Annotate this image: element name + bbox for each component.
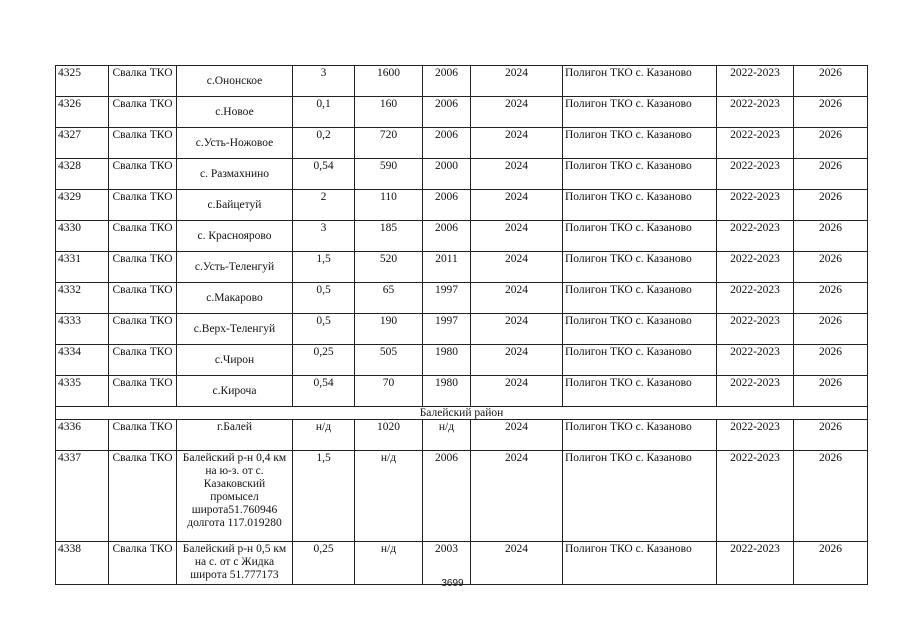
destination-cell: Полигон ТКО с. Казаново (563, 190, 717, 221)
waste-type-cell: Свалка ТКО (109, 420, 177, 451)
volume-cell: 1600 (355, 66, 423, 97)
destination-cell: Полигон ТКО с. Казаново (563, 345, 717, 376)
start-year-cell: 1997 (423, 283, 471, 314)
volume-cell: 185 (355, 221, 423, 252)
end-date-cell: 2026 (794, 128, 868, 159)
period-cell: 2022-2023 (717, 252, 794, 283)
period-cell: 2022-2023 (717, 345, 794, 376)
area-cell: 0,25 (293, 542, 355, 585)
location-cell: Балейский р-н 0,5 км на с. от с Жидка широта 51.777173 (177, 542, 293, 585)
volume-cell: 160 (355, 97, 423, 128)
location-cell: с.Ононское (177, 66, 293, 97)
landfill-register-table (55, 65, 868, 585)
destination-cell: Полигон ТКО с. Казаново (563, 159, 717, 190)
end-date-cell: 2026 (794, 420, 868, 451)
row-number-cell: 4332 (56, 283, 109, 314)
start-year-cell: 2006 (423, 190, 471, 221)
table-row (56, 314, 868, 345)
area-cell: 0,54 (293, 376, 355, 407)
area-cell: 2 (293, 190, 355, 221)
table-row (56, 128, 868, 159)
volume-cell: н/д (355, 542, 423, 585)
liquidation-year-cell: 2024 (471, 97, 563, 128)
liquidation-year-cell: 2024 (471, 283, 563, 314)
row-number-cell: 4326 (56, 97, 109, 128)
location-cell: г.Балей (177, 420, 293, 451)
destination-cell: Полигон ТКО с. Казаново (563, 420, 717, 451)
start-year-cell: 1997 (423, 314, 471, 345)
period-cell: 2022-2023 (717, 221, 794, 252)
area-cell: 3 (293, 66, 355, 97)
start-year-cell: 2006 (423, 128, 471, 159)
waste-type-cell: Свалка ТКО (109, 345, 177, 376)
start-year-cell: 2011 (423, 252, 471, 283)
volume-cell: 110 (355, 190, 423, 221)
waste-type-cell: Свалка ТКО (109, 451, 177, 542)
waste-type-cell: Свалка ТКО (109, 542, 177, 585)
waste-type-cell: Свалка ТКО (109, 376, 177, 407)
location-cell: с.Чирон (177, 345, 293, 376)
destination-cell: Полигон ТКО с. Казаново (563, 252, 717, 283)
end-date-cell: 2026 (794, 221, 868, 252)
start-year-cell: 2000 (423, 159, 471, 190)
liquidation-year-cell: 2024 (471, 252, 563, 283)
liquidation-year-cell: 2024 (471, 542, 563, 585)
volume-cell: 1020 (355, 420, 423, 451)
table-row (56, 345, 868, 376)
table-row (56, 159, 868, 190)
volume-cell: 65 (355, 283, 423, 314)
end-date-cell: 2026 (794, 252, 868, 283)
row-number-cell: 4330 (56, 221, 109, 252)
volume-cell: 190 (355, 314, 423, 345)
liquidation-year-cell: 2024 (471, 190, 563, 221)
start-year-cell: 2006 (423, 221, 471, 252)
area-cell: 0,5 (293, 314, 355, 345)
waste-type-cell: Свалка ТКО (109, 252, 177, 283)
row-number-cell: 4335 (56, 376, 109, 407)
row-number-cell: 4325 (56, 66, 109, 97)
location-cell: с.Верх-Теленгуй (177, 314, 293, 345)
location-cell: с.Усть-Теленгуй (177, 252, 293, 283)
table-row (56, 221, 868, 252)
destination-cell: Полигон ТКО с. Казаново (563, 376, 717, 407)
liquidation-year-cell: 2024 (471, 128, 563, 159)
waste-type-cell: Свалка ТКО (109, 159, 177, 190)
location-cell: Балейский р-н 0,4 км на ю-з. от с. Казаковский промысел широта51.760946 долгота 117.019280 (177, 451, 293, 542)
destination-cell: Полигон ТКО с. Казаново (563, 451, 717, 542)
start-year-cell: 2006 (423, 451, 471, 542)
end-date-cell: 2026 (794, 451, 868, 542)
area-cell: 0,54 (293, 159, 355, 190)
row-number-cell: 4334 (56, 345, 109, 376)
destination-cell: Полигон ТКО с. Казаново (563, 283, 717, 314)
period-cell: 2022-2023 (717, 283, 794, 314)
table-row (56, 190, 868, 221)
location-cell: с. Красноярово (177, 221, 293, 252)
start-year-cell: 2006 (423, 66, 471, 97)
start-year-cell: 1980 (423, 376, 471, 407)
end-date-cell: 2026 (794, 97, 868, 128)
period-cell: 2022-2023 (717, 66, 794, 97)
table-body (56, 66, 868, 585)
destination-cell: Полигон ТКО с. Казаново (563, 542, 717, 585)
row-number-cell: 4327 (56, 128, 109, 159)
destination-cell: Полигон ТКО с. Казаново (563, 66, 717, 97)
location-cell: с.Новое (177, 97, 293, 128)
start-year-cell: 2003 (423, 542, 471, 585)
row-number-cell: 4328 (56, 159, 109, 190)
waste-type-cell: Свалка ТКО (109, 128, 177, 159)
page-number: 3699 (441, 578, 464, 589)
liquidation-year-cell: 2024 (471, 221, 563, 252)
location-cell: с.Макарово (177, 283, 293, 314)
table-row (56, 252, 868, 283)
waste-type-cell: Свалка ТКО (109, 66, 177, 97)
liquidation-year-cell: 2024 (471, 420, 563, 451)
period-cell: 2022-2023 (717, 159, 794, 190)
period-cell: 2022-2023 (717, 420, 794, 451)
volume-cell: 590 (355, 159, 423, 190)
volume-cell: 720 (355, 128, 423, 159)
start-year-cell: 1980 (423, 345, 471, 376)
liquidation-year-cell: 2024 (471, 451, 563, 542)
volume-cell: н/д (355, 451, 423, 542)
area-cell: 0,25 (293, 345, 355, 376)
period-cell: 2022-2023 (717, 190, 794, 221)
end-date-cell: 2026 (794, 376, 868, 407)
row-number-cell: 4338 (56, 542, 109, 585)
location-cell: с.Усть-Ножовое (177, 128, 293, 159)
area-cell: 0,1 (293, 97, 355, 128)
area-cell: 1,5 (293, 252, 355, 283)
volume-cell: 505 (355, 345, 423, 376)
end-date-cell: 2026 (794, 159, 868, 190)
area-cell: 0,2 (293, 128, 355, 159)
period-cell: 2022-2023 (717, 97, 794, 128)
section-row (56, 407, 868, 420)
destination-cell: Полигон ТКО с. Казаново (563, 97, 717, 128)
period-cell: 2022-2023 (717, 376, 794, 407)
waste-type-cell: Свалка ТКО (109, 314, 177, 345)
volume-cell: 70 (355, 376, 423, 407)
waste-type-cell: Свалка ТКО (109, 283, 177, 314)
location-cell: с.Кироча (177, 376, 293, 407)
table-row (56, 376, 868, 407)
location-cell: с. Размахнино (177, 159, 293, 190)
row-number-cell: 4337 (56, 451, 109, 542)
start-year-cell: 2006 (423, 97, 471, 128)
destination-cell: Полигон ТКО с. Казаново (563, 314, 717, 345)
period-cell: 2022-2023 (717, 542, 794, 585)
table-row (56, 66, 868, 97)
end-date-cell: 2026 (794, 190, 868, 221)
volume-cell: 520 (355, 252, 423, 283)
section-title: Балейский район (56, 407, 868, 420)
row-number-cell: 4333 (56, 314, 109, 345)
destination-cell: Полигон ТКО с. Казаново (563, 128, 717, 159)
end-date-cell: 2026 (794, 66, 868, 97)
destination-cell: Полигон ТКО с. Казаново (563, 221, 717, 252)
waste-type-cell: Свалка ТКО (109, 190, 177, 221)
table-row (56, 420, 868, 451)
end-date-cell: 2026 (794, 314, 868, 345)
area-cell: 3 (293, 221, 355, 252)
location-cell: с.Байцетуй (177, 190, 293, 221)
period-cell: 2022-2023 (717, 451, 794, 542)
table-row (56, 451, 868, 542)
row-number-cell: 4329 (56, 190, 109, 221)
liquidation-year-cell: 2024 (471, 345, 563, 376)
row-number-cell: 4336 (56, 420, 109, 451)
table-row (56, 283, 868, 314)
start-year-cell: н/д (423, 420, 471, 451)
area-cell: 1,5 (293, 451, 355, 542)
liquidation-year-cell: 2024 (471, 66, 563, 97)
table-row (56, 97, 868, 128)
area-cell: н/д (293, 420, 355, 451)
liquidation-year-cell: 2024 (471, 376, 563, 407)
period-cell: 2022-2023 (717, 128, 794, 159)
liquidation-year-cell: 2024 (471, 314, 563, 345)
waste-type-cell: Свалка ТКО (109, 97, 177, 128)
end-date-cell: 2026 (794, 542, 868, 585)
row-number-cell: 4331 (56, 252, 109, 283)
liquidation-year-cell: 2024 (471, 159, 563, 190)
waste-type-cell: Свалка ТКО (109, 221, 177, 252)
end-date-cell: 2026 (794, 345, 868, 376)
end-date-cell: 2026 (794, 283, 868, 314)
area-cell: 0,5 (293, 283, 355, 314)
period-cell: 2022-2023 (717, 314, 794, 345)
